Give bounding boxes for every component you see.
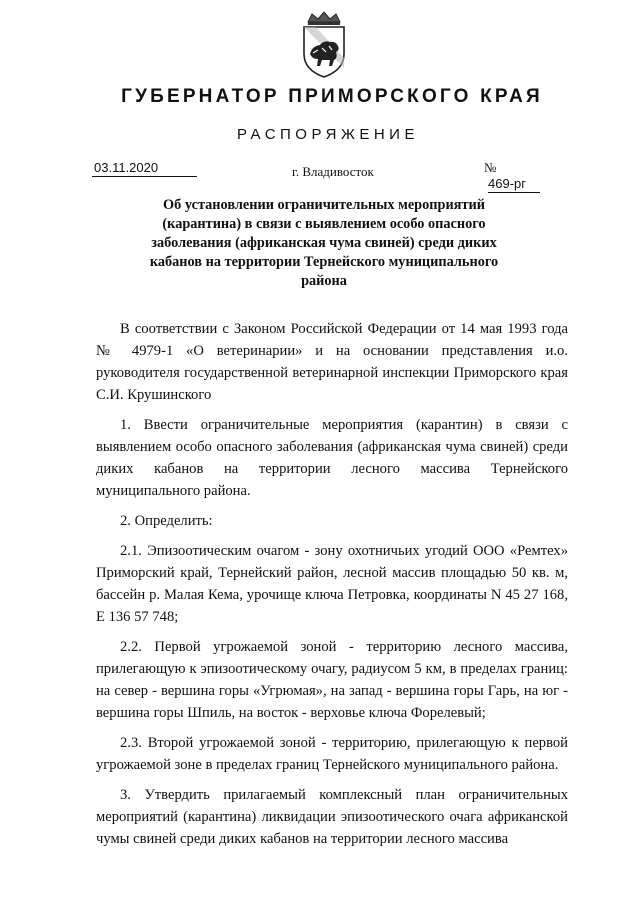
coat-of-arms-icon <box>298 10 350 80</box>
paragraph-2-1: 2.1. Эпизоотическим очагом - зону охотничьих угодий ООО «Ремтех» Приморский край, Тернейский район, лесной массив площадью 50 кв. м, бассейн р. Малая Кема, урочище ключа Петровка, координаты N 45 27 168, E 136 57 748; <box>96 543 568 625</box>
number-value: 469-рг <box>488 176 540 193</box>
document-body <box>96 318 568 858</box>
paragraph-2: 2. Определить: <box>120 513 213 529</box>
document-number <box>484 160 550 193</box>
paragraph-1: 1. Ввести ограничительные мероприятия (карантин) в связи с выявлением особо опасного заболевания (африканская чума свиней) среди диких кабанов на территории лесного массива Тернейского муниципального района. <box>96 417 568 499</box>
document-city: г. Владивосток <box>292 164 374 179</box>
document-type: РАСПОРЯЖЕНИЕ <box>237 126 419 143</box>
paragraph-2-3: 2.3. Второй угрожаемой зоной - территорию, прилегающую к первой угрожаемой зоне в пределах границ Тернейского муниципального района. <box>96 735 568 773</box>
issuer-title: ГУБЕРНАТОР ПРИМОРСКОГО КРАЯ <box>121 86 543 107</box>
paragraph-3: 3. Утвердить прилагаемый комплексный план ограничительных мероприятий (карантина) ликвидации эпизоотического очага африканской чумы свиней среди диких кабанов на территории лесного массива <box>96 787 568 847</box>
preamble-paragraph: В соответствии с Законом Российской Федерации от 14 мая 1993 года № 4979-1 «О ветеринарии» и на основании представления и.о. руководителя государственной ветеринарной инспекции Приморского края С.И. Крушинского <box>96 321 568 403</box>
paragraph-2-2: 2.2. Первой угрожаемой зоной - территорию лесного массива, прилегающую к эпизоотическому очагу, радиусом 5 км, в пределах границ: на север - вершина горы «Угрюмая», на запад - вершина горы Гарь, на юг - вершина горы Шпиль, на восток - верховье ключа Форелевый; <box>96 639 568 721</box>
document-date: 03.11.2020 <box>92 160 197 177</box>
coat-of-arms-graphic <box>298 10 350 80</box>
number-sign: № <box>484 160 497 175</box>
document-title: Об установлении ограничительных мероприятий (карантина) в связи с выявлением особо опасного заболевания (африканская чума свиней) среди диких кабанов на территории Тернейского муниципального района <box>149 197 499 289</box>
